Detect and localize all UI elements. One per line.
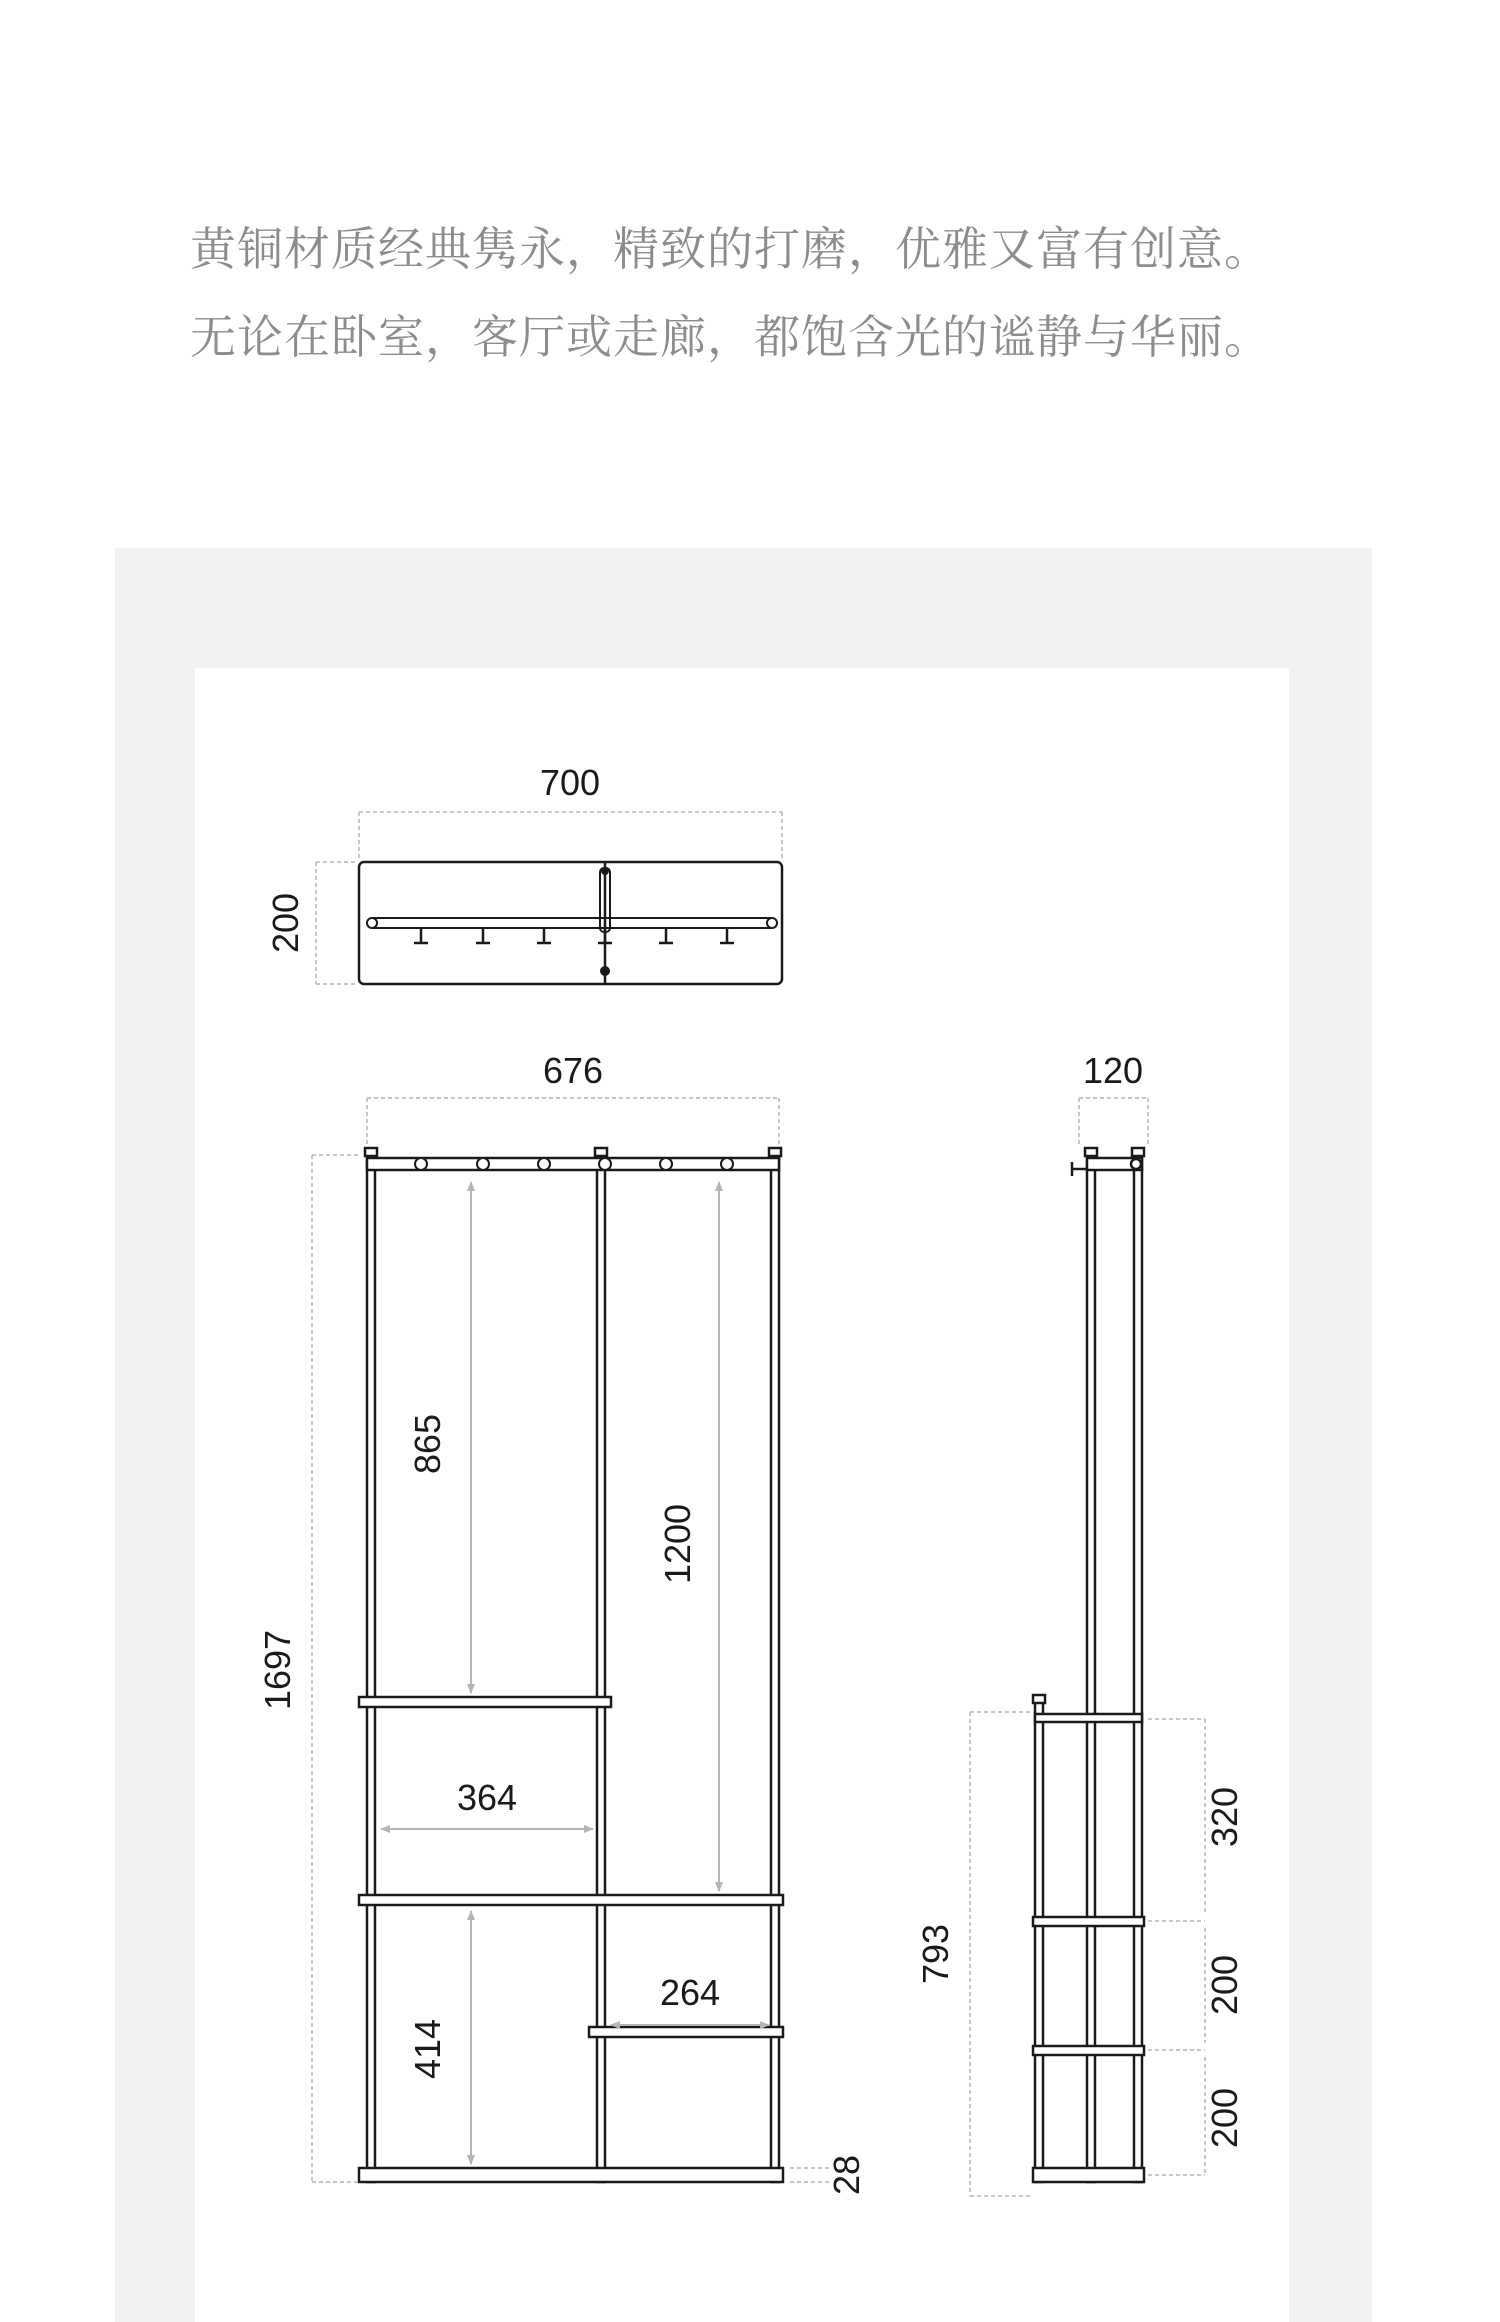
dim-gap-bottom: 200 xyxy=(1204,2087,1245,2149)
shelf-middle xyxy=(359,1895,783,1905)
intro-line-2: 无论在卧室，客厅或走廊，都饱含光的谧静与华丽。 xyxy=(190,310,1271,364)
dim-side-width: 120 xyxy=(1082,1050,1144,1091)
top-view-outline xyxy=(359,862,782,984)
dim-top-width: 700 xyxy=(539,762,601,803)
top-rail xyxy=(367,1158,779,1170)
top-view xyxy=(265,762,782,984)
dim-shelf-zone-height: 793 xyxy=(915,1923,956,1985)
dim-top-depth: 200 xyxy=(265,892,306,954)
dim-lower-left: 414 xyxy=(407,2018,448,2080)
shelf-left xyxy=(359,1697,611,1707)
dim-upper-left: 865 xyxy=(407,1413,448,1475)
side-post-low xyxy=(1035,1700,1043,2182)
dim-front-width: 676 xyxy=(542,1050,604,1091)
left-upright xyxy=(367,1152,375,2182)
base xyxy=(359,2168,783,2182)
dim-gap-top: 320 xyxy=(1204,1786,1245,1848)
dim-base: 28 xyxy=(826,2154,867,2196)
top-view-hooks xyxy=(414,928,734,943)
dim-right-section: 1200 xyxy=(657,1503,698,1585)
shelf-small xyxy=(589,2027,783,2037)
dim-left-shelf-width: 364 xyxy=(456,1777,518,1818)
dim-front-height: 1697 xyxy=(257,1629,298,1711)
intro-line-1: 黄铜材质经典隽永，精致的打磨，优雅又富有创意。 xyxy=(190,222,1271,276)
side-post-front xyxy=(1087,1152,1095,2182)
dim-small-shelf-width: 264 xyxy=(659,1972,721,2013)
side-view xyxy=(915,1050,1245,2196)
side-post-back xyxy=(1134,1152,1142,2182)
front-view xyxy=(257,1050,867,2195)
dim-gap-mid: 200 xyxy=(1204,1954,1245,2016)
